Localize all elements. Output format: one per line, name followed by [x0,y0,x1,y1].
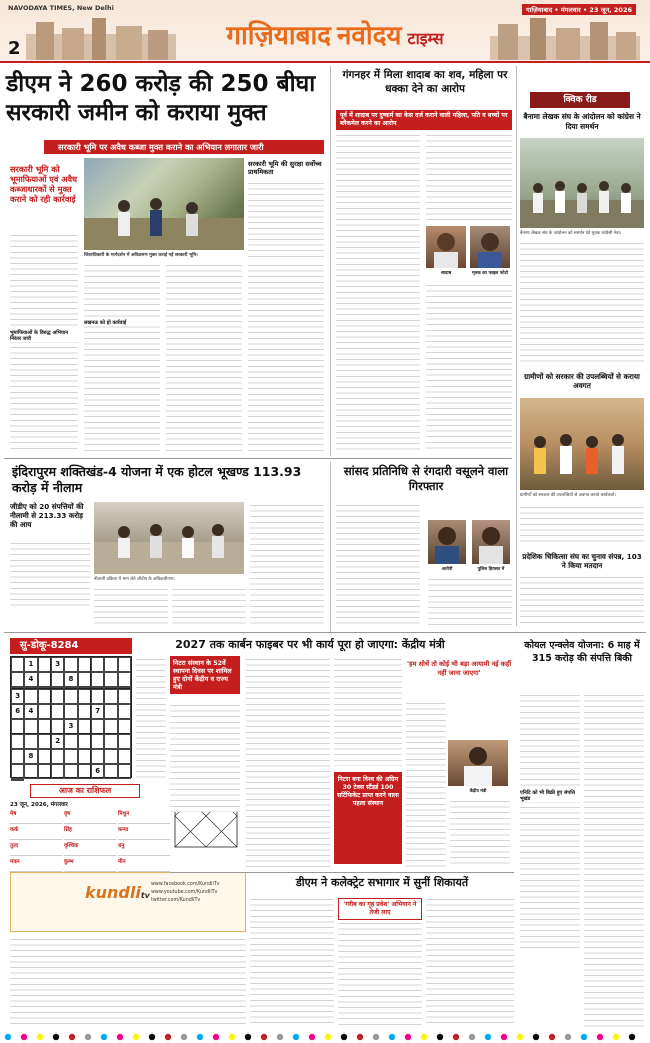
hotel-col2-text [94,586,168,624]
masthead [0,0,650,62]
sudoku-cell [38,749,51,764]
collect-col3-text [426,896,514,1026]
sudoku-cell [91,672,104,687]
quick-sub-head: ग्रामीणों को सरकार की उपलब्धियों से कराया अवगत [524,372,640,390]
rashifal-sign: कन्या [118,826,170,840]
mp-photo2-caption: पुलिस हिरासत में [477,567,505,572]
rashifal-sign: मकर [10,858,62,872]
kundli-link[interactable]: twitter.com/KundliTv [151,898,201,903]
sudoku-cell [38,689,51,704]
hotel-headline: इंदिरापुरम शक्तिखंड-4 योजना में एक होटल भूखण्ड 113.93 करोड़ में नीलाम [12,464,302,495]
hotel-side-head: जीडीए को 20 संपत्तियों की नीलामी से 213.33 करोड़ की आय [10,502,84,529]
sudoku-cell [64,704,77,719]
quick-text [520,240,644,366]
registration-dot [581,1034,587,1040]
sudoku-cell [104,704,117,719]
sudoku-cell [11,764,24,779]
registration-dot [517,1034,523,1040]
carbon-col1-text [170,702,240,812]
registration-dot [485,1034,491,1040]
sudoku-cell [38,672,51,687]
masthead-top-left: NAVODAYA TIMES, New Delhi [8,4,114,12]
sudoku-cell [118,704,131,719]
sudoku-cell [104,734,117,749]
rashifal-title: आज का राशिफल [30,784,140,798]
sudoku-cell [38,734,51,749]
sudoku-cell [118,672,131,687]
sudoku-cell [51,704,64,719]
registration-dot [309,1034,315,1040]
second-headline: गंगनहर में मिला शादाब का शव, महिला पर धक्का देने का आरोप [342,69,508,95]
hotel-photo [94,502,244,574]
second-col2-text [426,132,512,224]
quick-headline: बैनामा लेखक संघ के आंदोलन को कांग्रेस ने दिया समर्थन [523,112,641,131]
sudoku-cell [118,719,131,734]
rashifal-extra-text [10,936,246,1026]
lead-photo-caption: जिलाधिकारी के मार्गदर्शन में अतिक्रमण मुक्त कराई गई सरकारी भूमि। [84,253,198,258]
sudoku-cell [51,749,64,764]
registration-dot [597,1034,603,1040]
coal-sub: एनिटि को भी बिक्री हुए संपत्ति भूखंड [520,790,580,802]
masthead-title-brand: नवोदय [337,21,402,51]
registration-dot [261,1034,267,1040]
sudoku-cell [11,734,24,749]
sudoku-cell [51,719,64,734]
collect-headline: डीएम ने कलेक्ट्रेट सभागार में सुनीं शिकायतें [295,876,469,889]
registration-dot [117,1034,123,1040]
registration-dot [37,1034,43,1040]
sudoku-cell [78,719,91,734]
registration-dot [21,1034,27,1040]
carbon-col4-text [406,700,446,868]
lead-sub2: लखनऊ को हो कार्रवाई [84,320,160,326]
carbon-photo-caption: केंद्रीय मंत्री [469,789,487,794]
registration-dot [501,1034,507,1040]
collect-col2-text [338,920,422,1026]
lead-side-head: सरकारी भूमि को भूमाफियाओं एवं अवैध कब्जाधारकों से मुक्त कराने को रही कार्रवाई [10,164,78,204]
sudoku-cell [78,672,91,687]
city-skyline-right [490,14,640,60]
lead-col3-text [166,262,242,452]
masthead-top-right: गाज़ियाबाद • मंगलवार • 23 जून, 2026 [522,4,636,15]
coal-col2-text [584,692,644,1028]
sudoku-cell [24,734,37,749]
kundli-ad [10,872,246,932]
registration-dot [181,1034,187,1040]
sudoku-cell [118,657,131,672]
rashifal-sign: मेष [10,810,62,824]
kundli-link[interactable]: www.youtube.com/KundliTv [151,890,218,895]
kundli-logo-sub: tv [140,891,150,900]
mp-col2-text [428,576,512,626]
sudoku-cell [51,764,64,779]
coal-col1-text [520,692,580,952]
sudoku-cell [51,672,64,687]
sudoku-cell: 4 [24,672,37,687]
sudoku-cell [104,749,117,764]
second-photo2-caption: मृतक का फाइल फोटो [472,271,508,276]
sudoku-cell: 2 [51,734,64,749]
quick-photo [520,138,644,228]
carbon-photo [448,740,508,786]
carbon-col3-text [334,656,402,766]
sudoku-cell: 3 [11,689,24,704]
sudoku-cell [64,689,77,704]
sudoku-cell [64,657,77,672]
sudoku-cell [11,719,24,734]
carbon-red-box: निटरा बना विश्व की अग्रिम 30 टेक्स स्टैंडर्ड 100 सर्टिफिकेट प्राप्त करने वाला पहला संस्थान [334,772,402,864]
sudoku-cell [118,764,131,779]
sudoku-cell: 4 [24,704,37,719]
sudoku-cell [38,719,51,734]
registration-dot [533,1034,539,1040]
mp-photo1 [428,520,466,564]
carbon-headline: 2027 तक कार्बन फाइबर पर भी कार्य पूरा हो जाएगा: केंद्रीय मंत्री [175,638,445,651]
second-photo2 [470,226,510,268]
registration-dot [405,1034,411,1040]
mp-headline: सांसद प्रतिनिधि से रंगदारी वसूलने वाला गिरफ्तार [343,464,509,493]
masthead-title-tail: टाइम्स [407,29,444,48]
kundli-links [151,881,243,905]
masthead-title-city: गाज़ियाबाद [226,21,331,51]
sudoku-cell [104,672,117,687]
lead-col2-text [84,262,160,452]
lead-col4-text [248,262,324,452]
sudoku-cell [64,749,77,764]
city-skyline-left [26,14,176,60]
registration-dot [325,1034,331,1040]
sudoku-cell [91,734,104,749]
mp-photo1-caption: आरोपी [441,567,453,572]
quick-text3 [520,574,644,626]
sudoku-cell [24,764,37,779]
sudoku-cell: 6 [11,704,24,719]
mp-col1-text [336,502,420,624]
quick-third-head: प्रदेशिक चिकित्सा संघ का चुनाव संपन्न, 103 ने किया मतदान [522,552,642,570]
registration-dot [229,1034,235,1040]
sudoku-cell [78,734,91,749]
carbon-col2-text [246,656,330,868]
registration-dot [437,1034,443,1040]
collect-col1-text [250,896,334,1026]
sudoku-cell: 1 [24,657,37,672]
sudoku-cell [51,689,64,704]
sudoku-cell [104,689,117,704]
rashifal-sign: सिंह [64,826,116,840]
sudoku-cell [38,764,51,779]
rashifal-sign: वृश्चिक [64,842,116,856]
lead-sub1: भूमाफियाओं के विरुद्ध अभियान निरंतर जारी [10,330,78,342]
sudoku-cell: 7 [91,704,104,719]
rashifal-sign: मीन [118,858,170,872]
sudoku-cell [38,704,51,719]
rashifal-sign: कुम्भ [64,858,116,872]
sudoku-title: सु-डोकू-8284 [10,638,132,654]
hotel-col1-text [10,540,90,610]
carbon-quote: 'हम सोचें तो कोई भी बड़ा आयामी नई कहीं नहीं जाना जाएगा' [406,660,512,677]
registration-dot [453,1034,459,1040]
lead-photo [84,158,244,250]
registration-dot [245,1034,251,1040]
second-col1-text [336,132,420,452]
sudoku-cell [11,657,24,672]
registration-dot [389,1034,395,1040]
sudoku-cell: 3 [64,719,77,734]
registration-dot [149,1034,155,1040]
sudoku-cell [64,764,77,779]
quick-text2 [520,504,644,546]
sudoku-cell [78,749,91,764]
registration-dot [549,1034,555,1040]
registration-dot [341,1034,347,1040]
registration-dot [197,1034,203,1040]
lead-strap: सरकारी भूमि पर अवैध कब्जा मुक्त कराने का अभियान लगातार जारी [44,140,324,154]
registration-dot [565,1034,571,1040]
registration-dot [133,1034,139,1040]
sudoku-cell [38,657,51,672]
sudoku-cell [118,749,131,764]
registration-dot [373,1034,379,1040]
coal-headline: कोयल एन्क्लेव योजना: 6 माह में 315 करोड़ की संपत्ति बिकी [524,640,640,664]
lead-box-text [248,180,324,260]
carbon-col5-text [450,798,510,868]
sudoku-grid [10,656,132,778]
quick-photo-caption: बैनामा लेखक संघ के आंदोलन को समर्थन देते युवक कांग्रेसी नेता। [520,231,622,236]
sudoku-cell [104,719,117,734]
sudoku-cell [64,734,77,749]
sudoku-cell: 8 [64,672,77,687]
sudoku-cell [78,704,91,719]
rashifal-sign: वृष [64,810,116,824]
sudoku-cell [78,764,91,779]
sudoku-cell [11,779,24,781]
registration-dot [5,1034,11,1040]
sudoku-cell [91,689,104,704]
registration-dot [629,1034,635,1040]
sudoku-cell [11,672,24,687]
registration-dot [613,1034,619,1040]
rashifal-sign: कर्क [10,826,62,840]
collect-box: 'गरीब का गृह प्रवेश' अभियान ने तेजी लाए [338,898,422,920]
rashifal-date: 23 जून, 2026, मंगलवार [10,802,68,808]
lead-col1-text [10,232,78,452]
rashifal-sign: मिथुन [118,810,170,824]
registration-dot [469,1034,475,1040]
kundli-link[interactable]: www.facebook.com/KundliTv [151,882,220,887]
sudoku-cell [104,764,117,779]
lead-photo-figures [84,158,244,250]
quick-photo2 [520,398,644,490]
second-photo1-caption: शादाब [440,271,452,276]
sudoku-cell [24,719,37,734]
sudoku-cell [11,749,24,764]
sudoku-cell [24,689,37,704]
registration-dot [293,1034,299,1040]
registration-dot [69,1034,75,1040]
hotel-col3-text [172,586,246,624]
carbon-box: निटरा संस्थान के 52वें स्थापना दिवस पर शामिल हुए दोनों केंद्रीय व राज्य मंत्री [170,656,240,694]
hotel-photo-caption: नीलामी प्रक्रिया में भाग लेते जीडीए के अधिकारीगण। [94,577,175,582]
registration-dot [357,1034,363,1040]
registration-dot [101,1034,107,1040]
sudoku-cell: 3 [51,657,64,672]
quick-photo2-caption: ग्रामीणों को सरकार की उपलब्धियों से अवगत कराते कार्यकर्ता। [520,493,616,498]
sudoku-cell [91,657,104,672]
registration-dot [165,1034,171,1040]
registration-dot [213,1034,219,1040]
quick-read-tag: क्विक रीड [530,92,630,108]
sudoku-rules [136,656,166,778]
registration-dot [85,1034,91,1040]
second-col3-text [426,282,512,452]
second-photo1 [426,226,466,268]
rashifal-sign: तुला [10,842,62,856]
page-number: 2 [8,38,21,59]
sudoku-cell [78,689,91,704]
sudoku-cell [104,657,117,672]
sudoku-cell [78,657,91,672]
sudoku-cell [91,749,104,764]
rashifal-sign: धनु [118,842,170,856]
registration-dot [421,1034,427,1040]
kundli-logo-brand: kundli [85,883,141,902]
sudoku-cell: 6 [91,764,104,779]
kundli-logo [85,883,150,902]
hotel-col4-text [250,502,324,624]
sudoku-cell [118,734,131,749]
lead-headline: डीएम ने 260 करोड़ की 250 बीघा सरकारी जमीन को कराया मुक्त [6,71,316,126]
sudoku-cell [118,689,131,704]
registration-dot [277,1034,283,1040]
second-strap: पूर्व में शादाब पर दुष्कर्म का केस दर्ज कराने वाली महिला, पति व बच्चों पर ब्लैकमेल करने का आरोप [336,110,512,130]
sudoku-cell [91,719,104,734]
sudoku-cell: 8 [24,749,37,764]
rashifal-list [10,810,170,870]
lead-box-head: सरकारी भूमि की सुरक्षा सर्वोच्च प्राथमिकता [248,160,322,176]
mp-photo2 [472,520,510,564]
registration-strip [0,1032,650,1042]
registration-dot [53,1034,59,1040]
masthead-title [185,10,485,58]
